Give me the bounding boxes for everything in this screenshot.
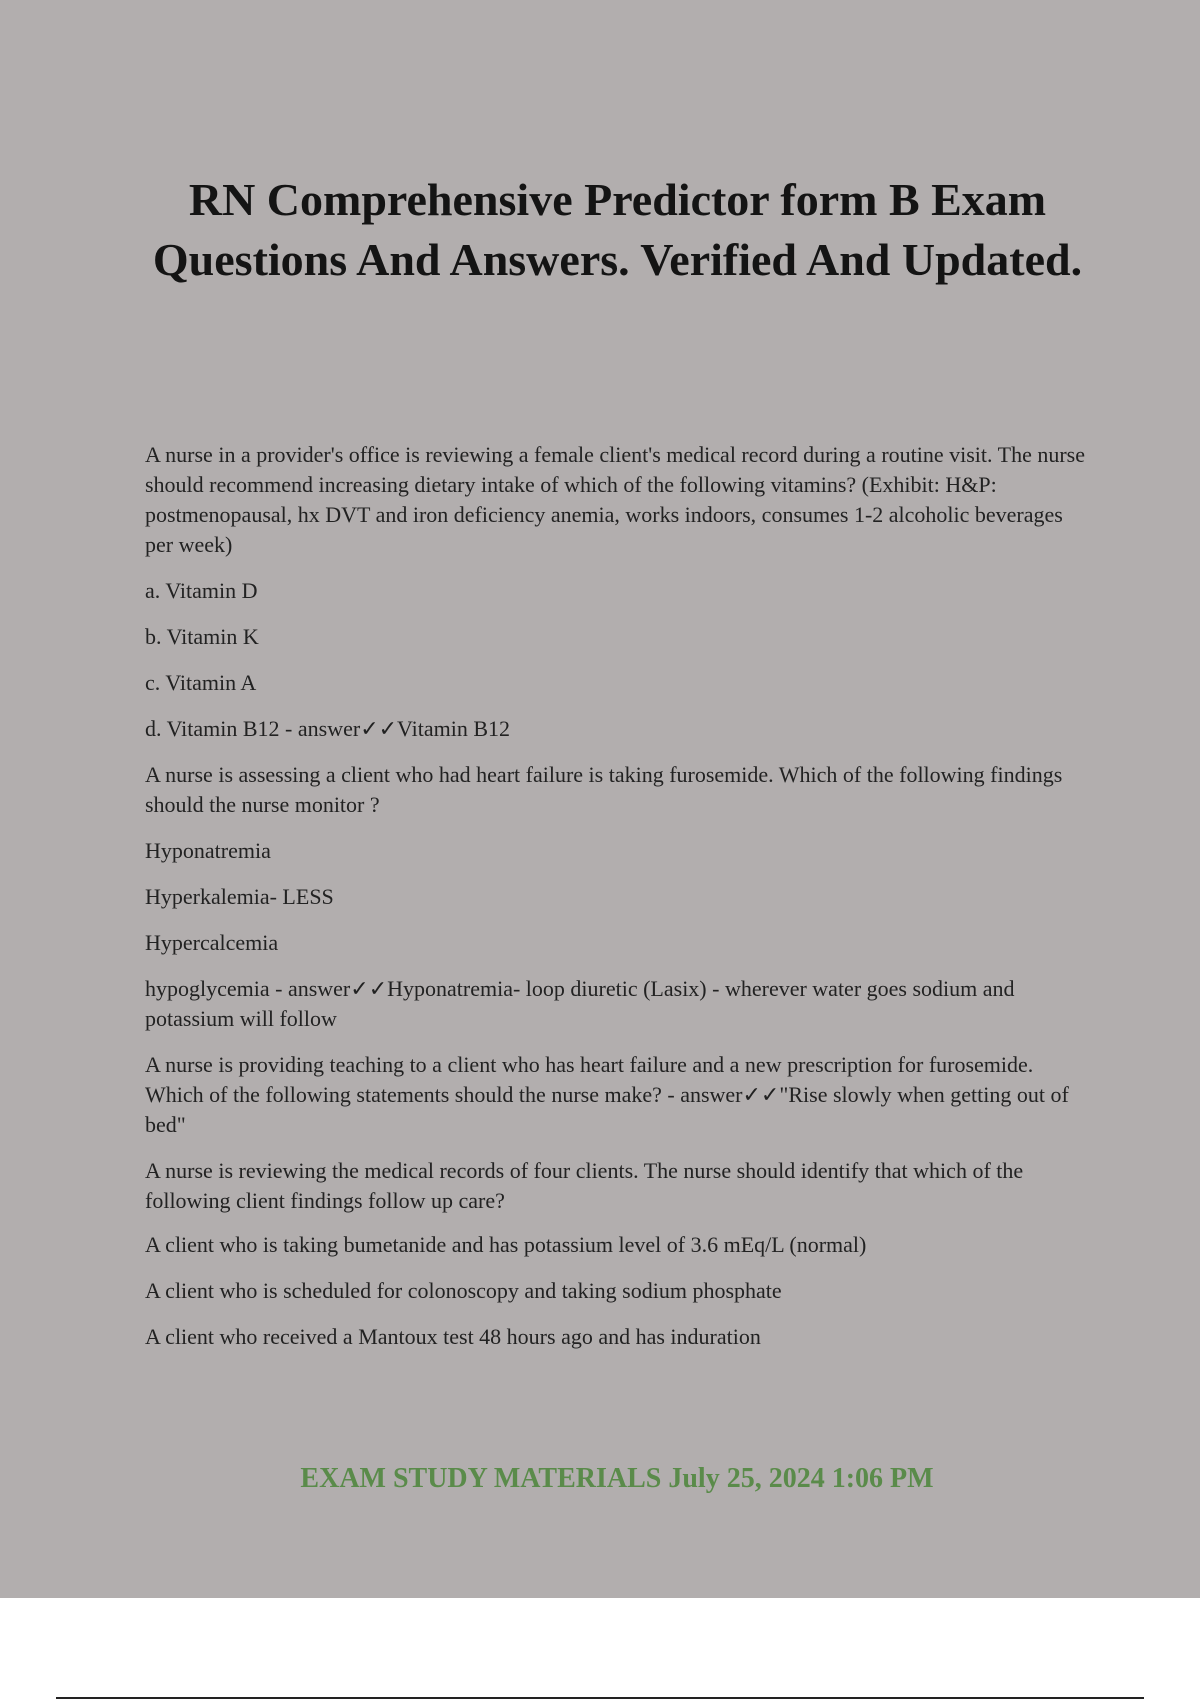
document-body — [145, 440, 1085, 1368]
question-1-option-d-answer: d. Vitamin B12 - answer✓✓Vitamin B12 — [145, 716, 511, 741]
question-2-option-3: Hypercalcemia — [145, 930, 279, 955]
question-3-text-answer: A nurse is providing teaching to a client who has heart failure and a new prescription for furosemide. Which of the following statements should the nurse make? - answer✓✓"Rise slowly when getting out of bed" — [145, 1052, 1069, 1137]
footer-stamp: EXAM STUDY MATERIALS July 25, 2024 1:06 PM — [300, 1463, 934, 1494]
question-4-text: A nurse is reviewing the medical records of four clients. The nurse should identify that which of the following client findings follow up care? — [145, 1158, 1024, 1213]
question-1-option-b: b. Vitamin K — [145, 624, 259, 649]
question-4-option-1: A client who is taking bumetanide and has potassium level of 3.6 mEq/L (normal) — [145, 1232, 867, 1257]
question-1-option-c: c. Vitamin A — [145, 670, 257, 695]
question-2-option-2: Hyperkalemia- LESS — [145, 884, 334, 909]
bottom-divider — [56, 1697, 1144, 1699]
question-2-option-4-answer: hypoglycemia - answer✓✓Hyponatremia- loop diuretic (Lasix) - wherever water goes sodium and potassium will follow — [145, 976, 1015, 1031]
question-2-option-1: Hyponatremia — [145, 838, 271, 863]
question-1-option-a: a. Vitamin D — [145, 578, 258, 603]
question-4-option-2: A client who is scheduled for colonoscopy and taking sodium phosphate — [145, 1278, 782, 1303]
question-4-option-3: A client who received a Mantoux test 48 hours ago and has induration — [145, 1324, 761, 1349]
question-2-text: A nurse is assessing a client who had heart failure is taking furosemide. Which of the following findings should the nurse monitor ? — [145, 762, 1063, 817]
question-1-text: A nurse in a provider's office is reviewing a female client's medical record during a routine visit. The nurse should recommend increasing dietary intake of which of the following vitamins? (Exhibit: H&P: postmenopausal, hx DVT and iron deficiency anemia, works indoors, consumes 1-2 alcoholic beverages per week) — [145, 442, 1085, 557]
document-title: RN Comprehensive Predictor form B Exam Questions And Answers. Verified And Updated. — [152, 174, 1083, 285]
